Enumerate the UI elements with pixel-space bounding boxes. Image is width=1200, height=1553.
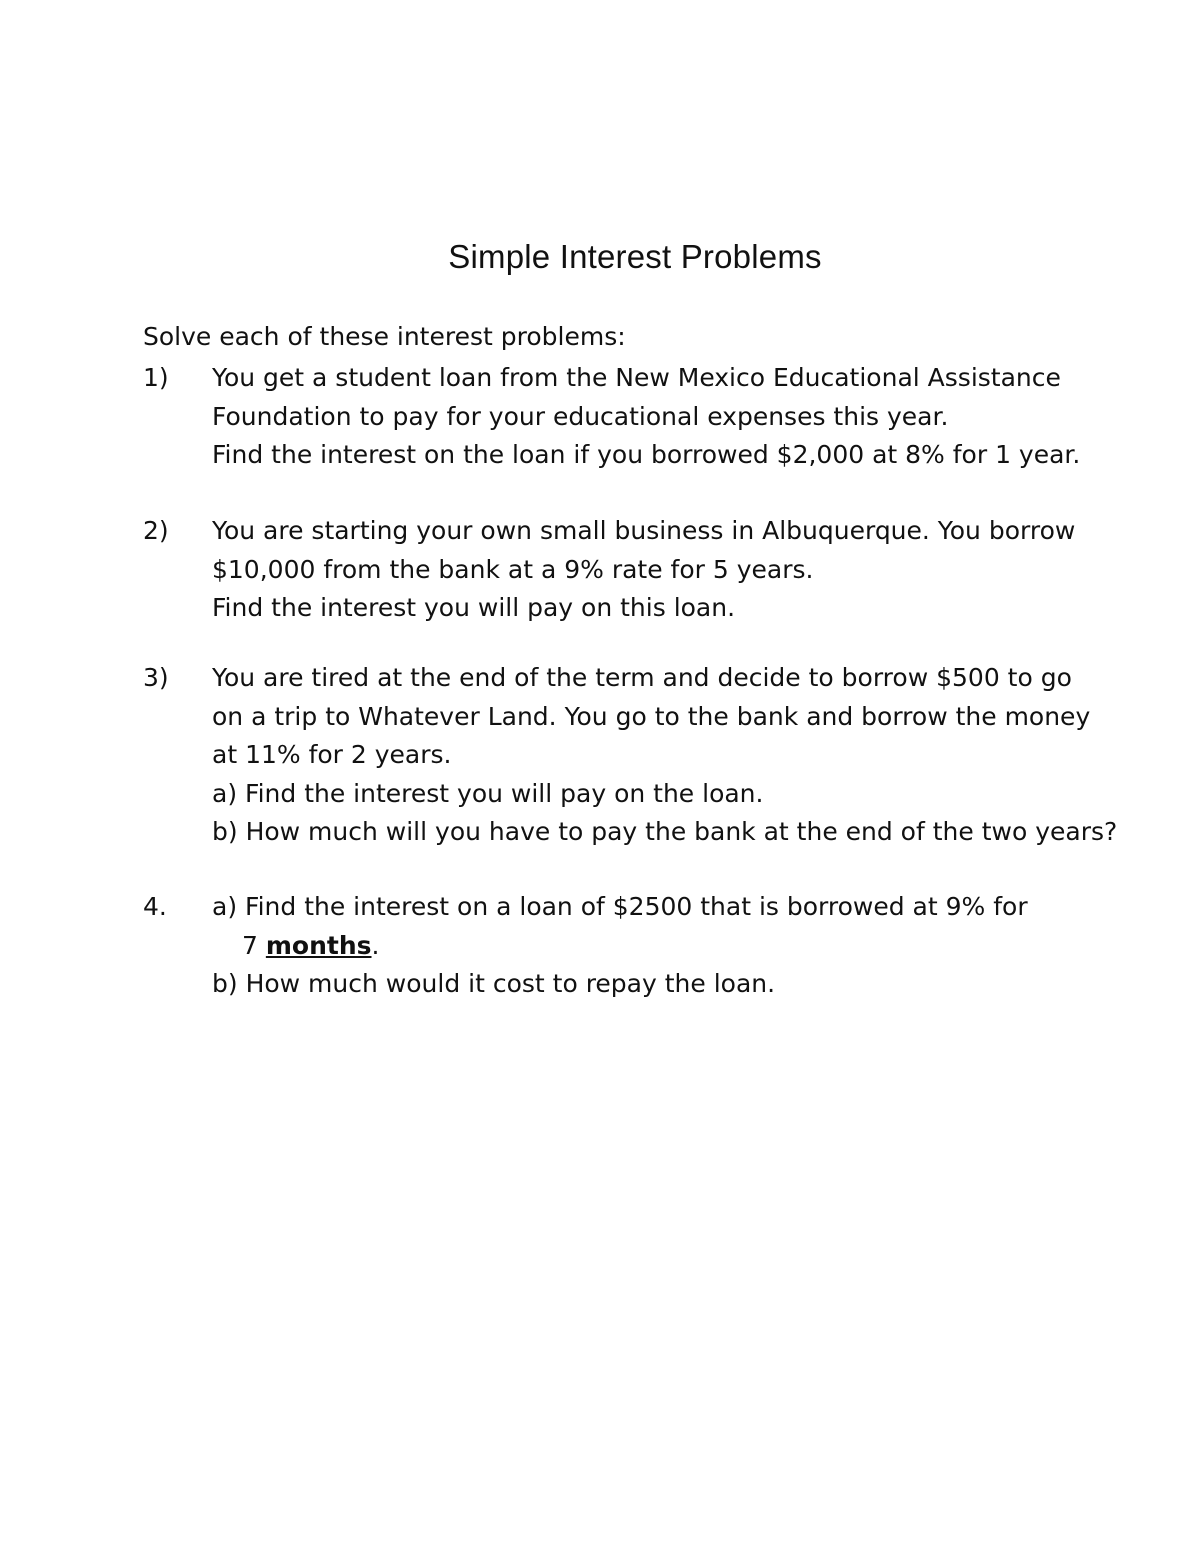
problem-text xyxy=(212,888,1028,1004)
problem-line: You are starting your own small business in Albuquerque. You borrow xyxy=(212,516,1076,545)
problem-number: 4. xyxy=(143,892,167,921)
problem-number: 2) xyxy=(143,516,169,545)
instructions-text: Solve each of these interest problems: xyxy=(143,322,626,351)
problem-line: Find the interest you will pay on this loan. xyxy=(212,593,736,622)
problem-text xyxy=(212,659,1117,852)
problem-text xyxy=(212,359,1080,475)
problem-line: You get a student loan from the New Mexico Educational Assistance xyxy=(212,363,1061,392)
problem-line: on a trip to Whatever Land. You go to the bank and borrow the money xyxy=(212,701,1091,731)
line-suffix: . xyxy=(371,930,380,960)
problem-line: Foundation to pay for your educational expenses this year. xyxy=(212,401,949,431)
problem-line: at 11% for 2 years. xyxy=(212,740,452,769)
problem-line xyxy=(212,927,1028,966)
problem-line: You are tired at the end of the term and decide to borrow $500 to go xyxy=(212,663,1072,692)
line-prefix: 7 xyxy=(242,930,266,960)
problem-line: b) How much will you have to pay the bank at the end of the two years? xyxy=(212,817,1118,846)
problem-line: $10,000 from the bank at a 9% rate for 5 years. xyxy=(212,554,814,584)
problem-text xyxy=(212,512,1075,628)
emphasized-word: months xyxy=(265,930,372,960)
page-title: Simple Interest Problems xyxy=(448,238,822,275)
problem-number: 1) xyxy=(143,363,169,392)
problem-line: a) Find the interest you will pay on the loan. xyxy=(212,778,764,808)
problem-line: a) Find the interest on a loan of $2500 that is borrowed at 9% for xyxy=(212,892,1028,921)
problem-line: b) How much would it cost to repay the loan. xyxy=(212,969,776,998)
problem-line: Find the interest on the loan if you borrowed $2,000 at 8% for 1 year. xyxy=(212,440,1081,469)
problem-number: 3) xyxy=(143,663,169,692)
